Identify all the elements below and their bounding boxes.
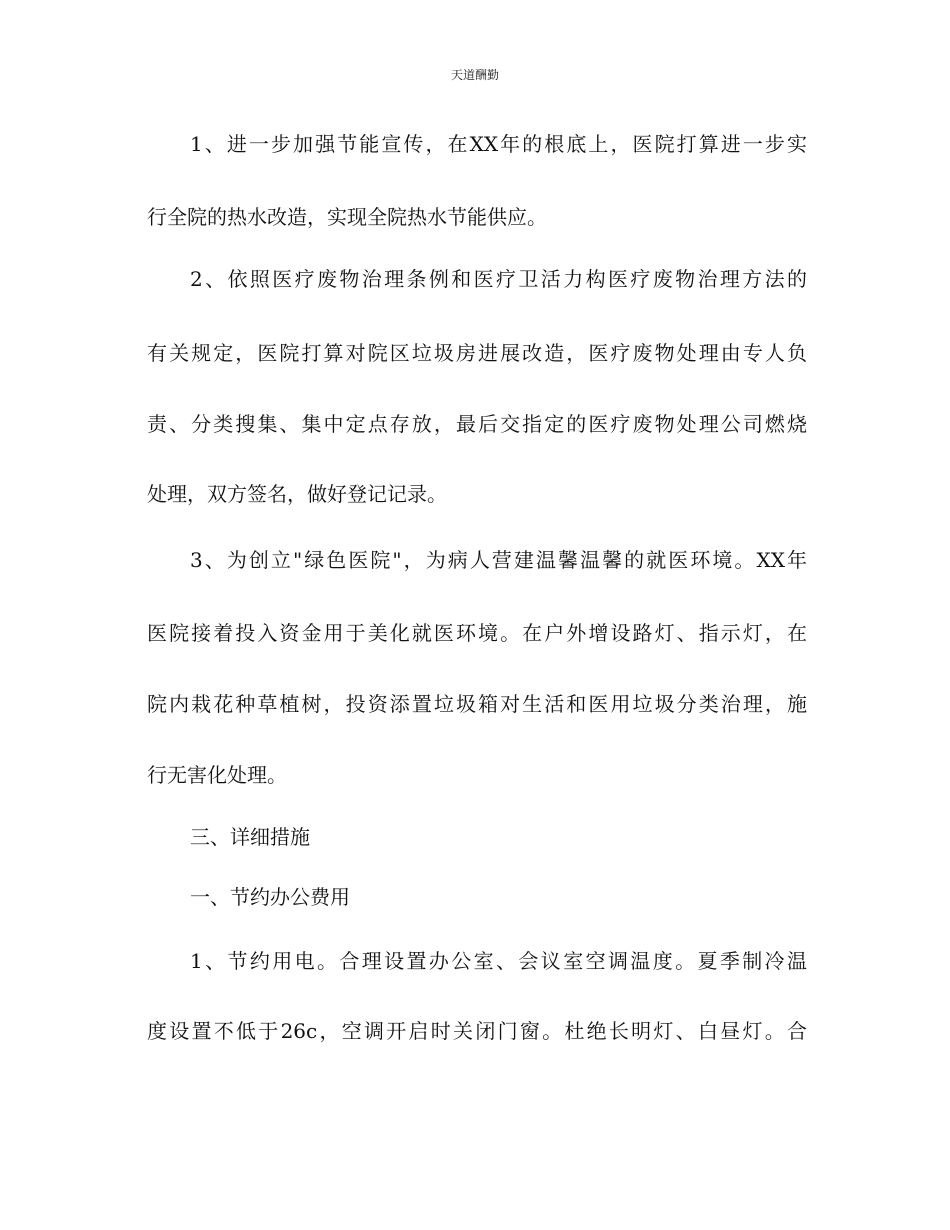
paragraph-line: 医院接着投入资金用于美化就医环境。在户外增设路灯、指示灯，在 [147,621,807,645]
paragraph-line: 行全院的热水改造，实现全院热水节能供应。 [147,205,547,229]
paragraph-line: 1、进一步加强节能宣传，在XX年的根底上，医院打算进一步实 [190,132,807,156]
paragraph-line: 责、分类搜集、集中定点存放，最后交指定的医疗废物处理公司燃烧 [147,412,807,436]
paragraph-line: 处理，双方签名，做好登记记录。 [147,482,447,506]
paragraph-line: 2、依照医疗废物治理条例和医疗卫活力构医疗废物治理方法的 [190,267,807,291]
paragraph-line: 行无害化处理。 [147,763,287,787]
paragraph-line: 院内栽花种草植树，投资添置垃圾箱对生活和医用垃圾分类治理，施 [147,692,807,716]
paragraph-line: 有关规定，医院打算对院区垃圾房进展改造，医疗废物处理由专人负 [147,341,807,365]
page-header: 天道酬勤 [450,68,499,82]
section-heading: 三、详细措施 [190,825,310,849]
section-heading: 一、节约办公费用 [190,885,350,909]
paragraph-line: 度设置不低于26c，空调开启时关闭门窗。杜绝长明灯、白昼灯。合 [147,1019,807,1043]
paragraph-line: 1、节约用电。合理设置办公室、会议室空调温度。夏季制冷温 [190,949,807,973]
paragraph-line: 3、为创立"绿色医院"，为病人营建温馨温馨的就医环境。XX年 [190,548,807,572]
